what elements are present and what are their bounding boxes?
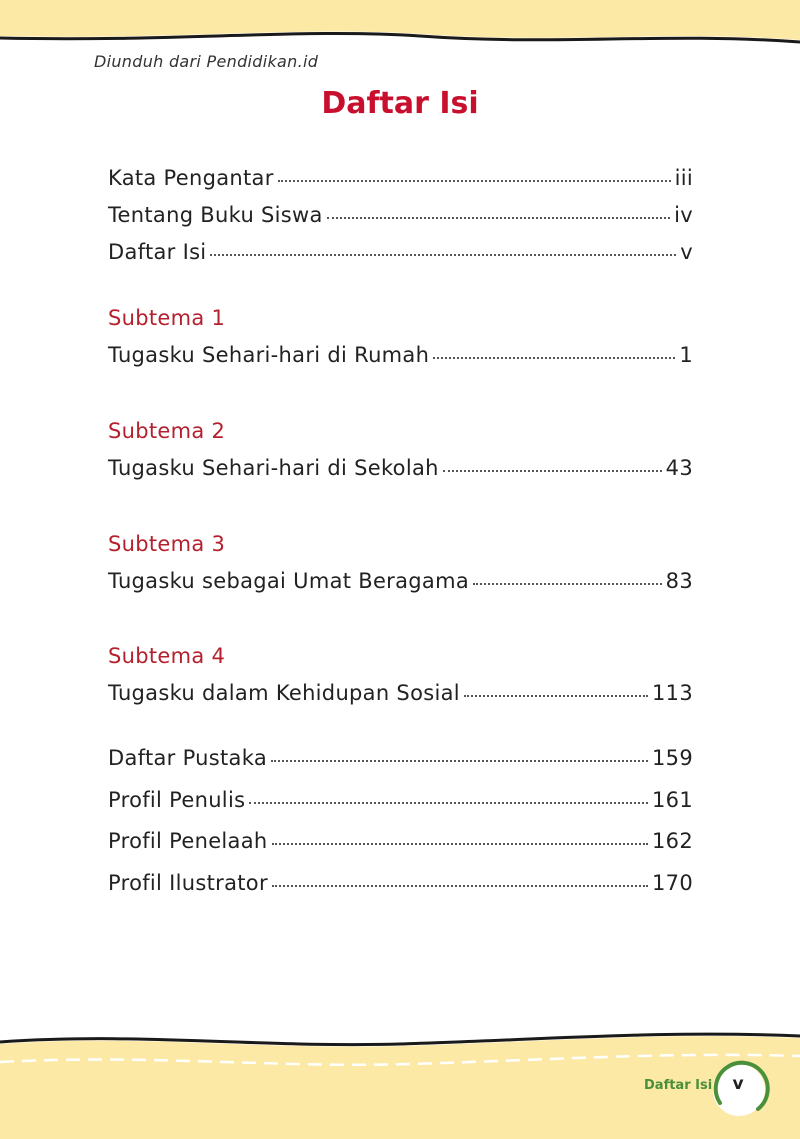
toc-entry-page: 162 <box>652 829 693 853</box>
subtema-heading: Subtema 3 <box>108 532 226 556</box>
toc-entry-label: Tugasku sebagai Umat Beragama <box>108 569 470 593</box>
toc-entry-page: 113 <box>652 681 693 705</box>
toc-entry-label: Tugasku Sehari-hari di Sekolah <box>108 456 439 480</box>
footer-section-label: Daftar Isi <box>644 1078 713 1093</box>
toc-entry[interactable] <box>108 825 693 857</box>
toc-entry-page: 83 <box>665 569 693 593</box>
dot-leader <box>327 216 670 219</box>
toc-entry-label: Kata Pengantar <box>108 166 274 190</box>
toc-entry-label: Tentang Buku Siswa <box>108 203 323 227</box>
toc-entry-label: Profil Ilustrator <box>108 871 268 895</box>
toc-entry-label: Tugasku dalam Kehidupan Sosial <box>108 681 460 705</box>
toc-entry-label: Profil Penelaah <box>108 829 268 853</box>
toc-entry[interactable] <box>108 162 693 194</box>
toc-entry[interactable] <box>108 452 693 484</box>
toc-entry[interactable] <box>108 199 693 231</box>
toc-entry-page: 159 <box>652 746 693 770</box>
dot-leader <box>473 582 662 585</box>
toc-entry-page: 170 <box>652 871 693 895</box>
toc-entry[interactable] <box>108 784 693 816</box>
page-number: v <box>732 1074 744 1094</box>
dot-leader <box>210 253 676 256</box>
toc-entry-label: Profil Penulis <box>108 788 246 812</box>
dot-leader <box>278 179 671 182</box>
dot-leader <box>272 842 649 845</box>
toc-entry[interactable] <box>108 339 693 371</box>
toc-entry-page: 1 <box>679 343 693 367</box>
toc-entry[interactable] <box>108 236 693 268</box>
dot-leader <box>272 884 648 887</box>
subtema-heading: Subtema 4 <box>108 644 226 668</box>
toc-entry[interactable] <box>108 677 693 709</box>
toc-entry-page: iv <box>674 203 693 227</box>
dot-leader <box>443 469 662 472</box>
toc-entry-label: Daftar Isi <box>108 240 207 264</box>
toc-entry[interactable] <box>108 565 693 597</box>
toc-entry-page: 161 <box>652 788 693 812</box>
watermark-text: Diunduh dari Pendidikan.id <box>94 52 319 71</box>
page-title: Daftar Isi <box>321 86 479 121</box>
dot-leader <box>464 694 648 697</box>
toc-entry-page: v <box>680 240 693 264</box>
dot-leader <box>433 356 675 359</box>
toc-entry-page: 43 <box>665 456 693 480</box>
subtema-heading: Subtema 2 <box>108 419 226 443</box>
top-decorative-band <box>0 0 800 60</box>
toc-entry-label: Tugasku Sehari-hari di Rumah <box>108 343 430 367</box>
dot-leader <box>249 801 648 804</box>
toc-entry[interactable] <box>108 742 693 774</box>
toc-entry-page: iii <box>674 166 693 190</box>
dot-leader <box>271 759 648 762</box>
toc-entry-label: Daftar Pustaka <box>108 746 267 770</box>
toc-entry[interactable] <box>108 867 693 899</box>
subtema-heading: Subtema 1 <box>108 306 226 330</box>
